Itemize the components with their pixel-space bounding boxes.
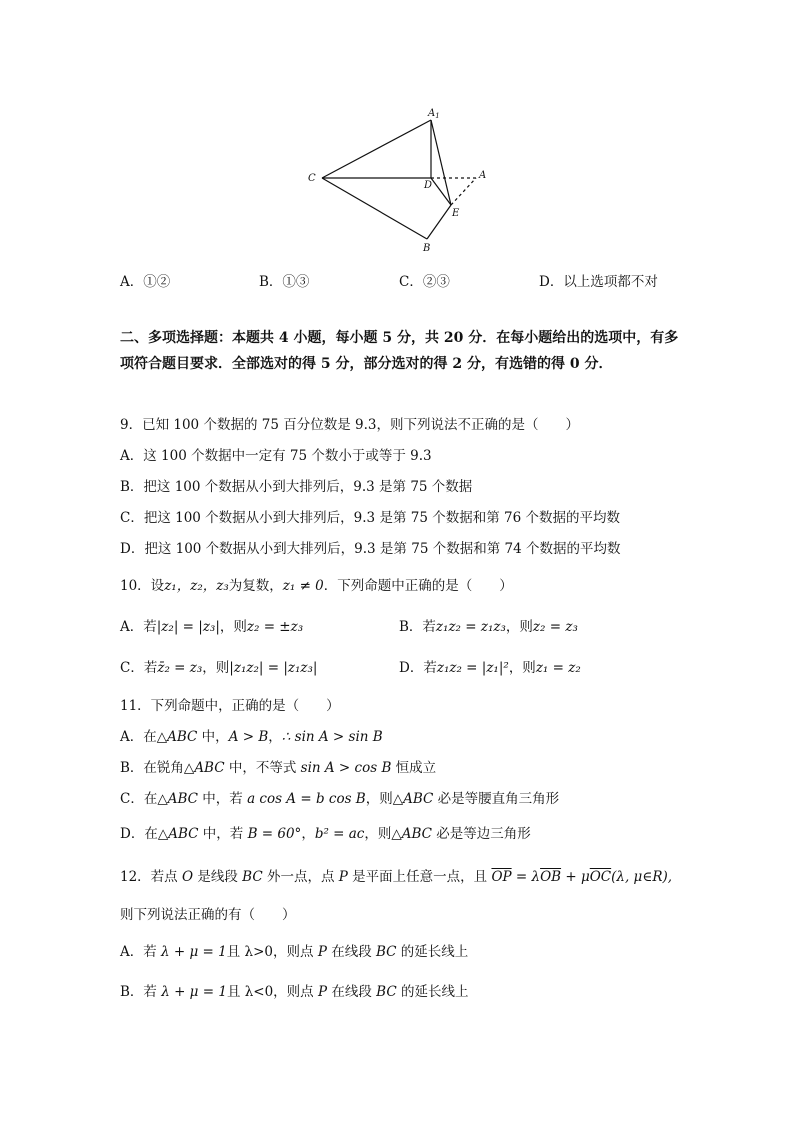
edge-c-b <box>322 178 427 239</box>
q12-b-res: 的延长线上 <box>396 984 469 1000</box>
edge-b-e <box>427 205 451 239</box>
section-2-title: 二、多项选择题：本题共 4 小题，每小题 5 分，共 20 分．在每小题给出的选项中，有多项符合题目要求．全部选对的得 5 分，部分选对的得 2 分，有选错的得 0 分． <box>120 330 679 372</box>
q11-a-sep: ， <box>268 729 282 745</box>
q11-d-mid: 中，若 <box>198 826 248 842</box>
q12-b-pre: B．若 <box>120 984 162 1000</box>
q10-c-res: |z₁z₂| = |z₁z₃| <box>229 660 318 676</box>
q12-b-math: λ + μ = 1 <box>161 984 227 1000</box>
q12-eq: = λ <box>511 869 541 885</box>
q12-stem-b: 外一点，点 <box>262 869 339 885</box>
q12-stem-a: 是线段 <box>193 869 243 885</box>
q11-b-math: sin A > cos B <box>300 760 392 776</box>
q9-option-a: A．这 100 个数据中一定有 75 个数小于或等于 9.3 <box>120 448 432 464</box>
q11-d-abc2: ABC <box>401 826 433 842</box>
label-d: D <box>424 180 433 191</box>
q8-option-a: A．①② <box>120 274 171 290</box>
q10-a-math: |z₂| = |z₃| <box>156 619 220 635</box>
q10-b-res: z₂ = z₃ <box>532 619 578 635</box>
q12-b-bc: BC <box>376 984 397 1000</box>
q12-p: P <box>338 869 348 885</box>
q10-stem-c: ．下列命题中正确的是（ ） <box>323 578 513 594</box>
edge-e-a-dashed <box>451 178 476 205</box>
q12-plus: + μ <box>561 869 590 885</box>
q10-stem-a: 10．设 <box>120 578 165 594</box>
q10-cond: z₁ ≠ 0 <box>282 578 324 594</box>
q10-b-pre: B．若 <box>399 619 436 635</box>
q11-b-mid: 中，不等式 <box>224 760 301 776</box>
q11-option-b <box>120 756 436 776</box>
q10-option-d <box>399 656 581 676</box>
q10-d-math: z₁z₂ = |z₁|² <box>436 660 509 676</box>
q11-b-res: 恒成立 <box>391 760 437 776</box>
q11-a-res: ∴ sin A > sin B <box>281 729 383 745</box>
q12-range: (λ, μ∈R), <box>611 869 673 885</box>
q10-stem <box>120 574 513 594</box>
q9-stem: 9．已知 100 个数据的 75 百分位数是 9.3，则下列说法不正确的是（ ） <box>120 417 579 433</box>
q10-vars: z₁，z₂，z₃ <box>164 578 229 594</box>
q9-option-d: D．把这 100 个数据从小到大排列后，9.3 是第 75 个数据和第 74 个数据的平均数 <box>120 541 621 557</box>
q12-vec-ob: $\overline{OB}$ <box>540 869 562 885</box>
q11-d-math2: b² = ac <box>314 826 365 842</box>
q12-a-mid2: 在线段 <box>326 944 376 960</box>
q11-c-pre: C．在△ <box>120 791 168 807</box>
q11-c-abc: ABC <box>167 791 198 807</box>
q11-d-abc: ABC <box>168 826 199 842</box>
q11-a-abc: ABC <box>167 729 198 745</box>
q11-c-sep: ，则△ <box>365 791 404 807</box>
q8-option-b: B．①③ <box>259 274 310 290</box>
q9-option-b: B．把这 100 个数据从小到大排列后，9.3 是第 75 个数据 <box>120 479 473 495</box>
q12-vec-op: $\overline{OP}$ <box>491 869 512 885</box>
q11-c-mid: 中，若 <box>197 791 248 807</box>
q11-d-pre: D．在△ <box>120 826 169 842</box>
q11-d-math1: B = 60° <box>247 826 302 842</box>
q12-a-bc: BC <box>376 944 397 960</box>
q10-stem-b: 为复数， <box>228 578 283 594</box>
q11-stem: 11．下列命题中，正确的是（ ） <box>120 698 340 714</box>
label-c: C <box>308 173 316 184</box>
q12-a-pre: A．若 <box>120 944 162 960</box>
q12-vec-oc: $\overline{OC}$ <box>589 869 612 885</box>
q12-option-b <box>120 980 468 1000</box>
q10-c-math: z̄₂ = z₃ <box>157 660 203 676</box>
q11-c-abc2: ABC <box>403 791 434 807</box>
q11-option-c <box>120 787 559 807</box>
q12-b-p: P <box>317 984 328 1000</box>
label-a: A <box>479 170 487 181</box>
q11-a-math: A > B <box>228 729 269 745</box>
q12-bc: BC <box>242 869 263 885</box>
q11-d-sep2: ，则△ <box>364 826 402 842</box>
q12-stem2: 则下列说法正确的有（ ） <box>120 907 296 923</box>
q10-d-mid: ，则 <box>508 660 536 676</box>
q12-a-math: λ + μ = 1 <box>161 944 227 960</box>
label-a1: $A_1$ <box>428 108 440 120</box>
q11-a-mid: 中， <box>197 729 229 745</box>
q11-d-sep: ， <box>301 826 315 842</box>
label-b: B <box>423 243 431 254</box>
q11-option-d <box>120 822 531 842</box>
q12-stem <box>120 865 672 885</box>
q12-b-mid2: 在线段 <box>327 984 377 1000</box>
q12-option-a <box>120 940 468 960</box>
q10-c-pre: C．若 <box>120 660 158 676</box>
q12-stem-pre: 12．若点 <box>120 869 182 885</box>
q11-option-a <box>120 725 383 745</box>
q10-d-pre: D．若 <box>399 660 437 676</box>
q12-o: O <box>181 869 194 885</box>
label-e: E <box>452 208 460 219</box>
q11-c-res: 必是等腰直角三角形 <box>433 791 560 807</box>
q11-b-abc: ABC <box>194 760 225 776</box>
q12-stem-c: 是平面上任意一点，且 <box>347 869 492 885</box>
q10-d-res: z₁ = z₂ <box>535 660 581 676</box>
q10-a-mid: ，则 <box>219 619 247 635</box>
q11-d-res: 必是等边三角形 <box>432 826 531 842</box>
q10-b-math: z₁z₂ = z₁z₃ <box>435 619 506 635</box>
q11-a-pre: A．在△ <box>120 729 168 745</box>
q9-option-c: C．把这 100 个数据从小到大排列后，9.3 是第 75 个数据和第 76 个数据的平均数 <box>120 510 620 526</box>
q10-option-c <box>120 656 317 676</box>
q10-a-pre: A．若 <box>120 619 157 635</box>
geometry-figure <box>300 100 500 260</box>
q8-option-d: D．以上选项都不对 <box>539 274 658 290</box>
q11-b-pre: B．在锐角△ <box>120 760 195 776</box>
q11-c-math: a cos A = b cos B <box>247 791 366 807</box>
q12-a-res: 的延长线上 <box>396 944 469 960</box>
q8-option-c: C．②③ <box>399 274 450 290</box>
q10-option-a <box>120 615 303 635</box>
q10-c-mid: ，则 <box>202 660 230 676</box>
q12-a-p: P <box>317 944 327 960</box>
q12-a-mid: 且 λ>0，则点 <box>226 944 318 960</box>
q10-option-b <box>399 615 578 635</box>
q12-b-mid: 且 λ<0，则点 <box>226 984 318 1000</box>
q10-a-res: z₂ = ±z₃ <box>246 619 304 635</box>
edge-c-a1 <box>322 120 431 178</box>
q10-b-mid: ，则 <box>505 619 533 635</box>
